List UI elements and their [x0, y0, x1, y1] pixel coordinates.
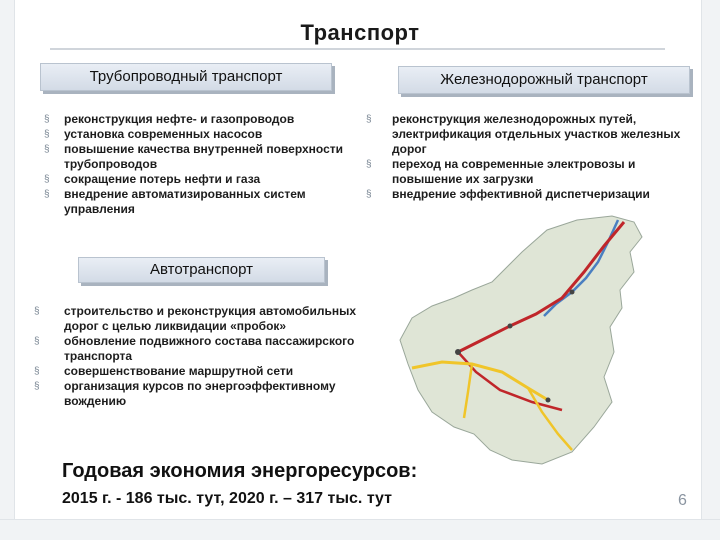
bullet-icon: §	[366, 114, 372, 125]
list-item: § обновление подвижного состава пассажирского транспорта	[34, 334, 355, 363]
list-item: § установка современных насосов	[44, 127, 263, 141]
slide-frame-left	[0, 0, 15, 540]
list-item: § реконструкция нефте- и газопроводов	[44, 112, 295, 126]
savings-values: 2015 г. - 186 тыс. тут, 2020 г. – 317 тыс. тут	[62, 490, 392, 507]
map-region-shape	[400, 216, 642, 464]
savings-heading: Годовая экономия энергоресурсов:	[62, 460, 418, 482]
slide-title: Транспорт	[300, 20, 420, 45]
bullet-icon: §	[366, 159, 372, 170]
map-city-marker	[455, 349, 461, 355]
list-item: § организация курсов по энергоэффективному вождению	[34, 379, 336, 408]
bullet-icon: §	[366, 189, 372, 200]
bullet-icon: §	[34, 306, 40, 317]
auto-list	[34, 304, 384, 409]
title-divider	[50, 48, 665, 50]
railway-header: Железнодорожный транспорт	[398, 66, 690, 94]
list-item: § повышение качества внутренней поверхности трубопроводов	[44, 142, 344, 171]
page-number: 6	[678, 492, 687, 509]
list-item: § внедрение автоматизированных систем управления	[44, 187, 306, 216]
list-item: § сокращение потерь нефти и газа	[44, 172, 261, 186]
list-item: § реконструкция железнодорожных путей, электрификация отдельных участков железных дорог	[366, 112, 681, 156]
pipeline-header: Трубопроводный транспорт	[40, 63, 332, 91]
list-item: § строительство и реконструкция автомобильных дорог с целью ликвидации «пробок»	[34, 304, 356, 333]
bullet-icon: §	[44, 174, 50, 185]
list-item: § переход на современные электровозы и повышение их загрузки	[366, 157, 636, 186]
bullet-icon: §	[44, 114, 50, 125]
slide-frame-right	[701, 0, 720, 540]
railway-list	[366, 112, 692, 202]
list-item: § совершенствование маршрутной сети	[34, 364, 294, 378]
pipeline-list	[44, 112, 364, 217]
slide-frame-bottom	[0, 519, 720, 540]
bullet-icon: §	[44, 189, 50, 200]
auto-header: Автотранспорт	[78, 257, 325, 283]
map-city-marker	[508, 324, 513, 329]
bullet-icon: §	[34, 336, 40, 347]
map-city-marker	[570, 290, 575, 295]
bullet-icon: §	[44, 129, 50, 140]
bullet-icon: §	[34, 366, 40, 377]
region-map	[372, 212, 682, 472]
map-city-marker	[546, 398, 551, 403]
bullet-icon: §	[34, 381, 40, 392]
bullet-icon: §	[44, 144, 50, 155]
list-item: § внедрение эффективной диспетчеризации	[366, 187, 650, 201]
